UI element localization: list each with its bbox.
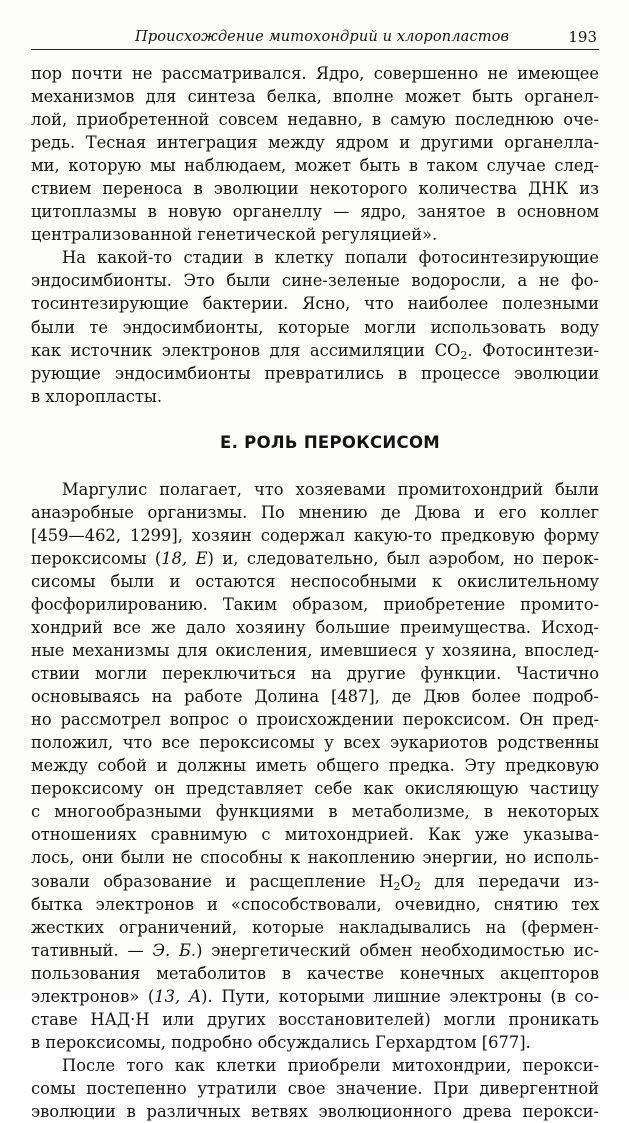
- text-line: [31, 870, 599, 893]
- text-segment: ) и, следовательно, был аэробом, но перок-: [207, 548, 599, 568]
- text-line: рующие эндосимбионты превратились в процессе эволюции: [31, 363, 599, 383]
- text-line: бытка электронов и «способствовали, очевидно, снятию тех: [31, 894, 599, 914]
- text-line: анаэробные организмы. По мнению де Дюва и его коллег: [31, 502, 599, 522]
- text-line: положил, что все пероксисомы у всех эукариотов родственны: [31, 733, 599, 753]
- text-segment: тативный. —: [31, 940, 153, 960]
- text-line: [31, 547, 599, 570]
- page-number: 193: [568, 28, 597, 46]
- subscript: 2: [393, 879, 401, 893]
- text-line: но рассмотрел вопрос о происхождении пероксисом. Он пред-: [31, 710, 599, 730]
- text-line: основываясь на работе Долина [487], де Дюв более подроб-: [31, 687, 599, 707]
- text-segment: пероксисомы (: [31, 548, 162, 568]
- text-line: лой, приобретенной совсем недавно, в самую последнюю оче-: [31, 110, 599, 130]
- text-line: фосфорилированию. Таким образом, приобретение промито-: [31, 594, 599, 614]
- running-header: [31, 27, 599, 50]
- text-line: между собой и должны иметь общего предка. Эту предковую: [31, 756, 599, 776]
- text-line: централизованной генетической регуляцией».: [31, 225, 438, 245]
- text-line: эволюции в различных ветвях эволюционного древа перокси-: [31, 1101, 599, 1121]
- text-line: [31, 939, 599, 962]
- text-line: пероксисому он представляет себе как окисляющую частицу: [31, 779, 599, 799]
- text-segment: ). Пути, которыми лишние электроны (в со-: [201, 986, 599, 1006]
- text-line: в хлоропласты.: [31, 386, 163, 406]
- editor-initials: Э. Б.: [152, 940, 197, 960]
- text-line: ствии могли переключиться на другие функции. Частично: [31, 664, 599, 684]
- text-line: механизмов для синтеза белка, вполне может быть органел-: [31, 87, 599, 107]
- text-line: были те эндосимбионты, которые могли использовать воду: [31, 317, 599, 337]
- paragraph-after-mitochondria: [31, 1054, 599, 1123]
- text-line: Маргулис полагает, что хозяевами промитохондрий были: [62, 479, 599, 499]
- text-line: После того как клетки приобрели митохондрии, перокси-: [62, 1055, 599, 1075]
- text-segment: как источник электронов для ассимиляции CO: [31, 340, 461, 360]
- text-line: хондрий все же дало хозяину большие преимущества. Исход-: [31, 617, 599, 637]
- text-line: цитоплазмы в новую органеллу — ядро, занятое в основном: [31, 202, 599, 222]
- text-line: ми, которую мы наблюдаем, может быть в таком случае след-: [31, 156, 599, 176]
- text-line: ствием переноса в эволюции некоторого количества ДНК из: [31, 179, 599, 199]
- text-segment: электронов» (: [31, 986, 155, 1006]
- section-heading: Е. РОЛЬ ПЕРОКСИСОМ: [220, 433, 440, 453]
- text-segment: . Фотосинтези-: [467, 340, 599, 360]
- text-segment: O: [400, 871, 414, 891]
- text-line: эндосимбионты. Это были сине-зеленые водоросли, а не фо-: [31, 271, 599, 291]
- text-line: лось, они были не способны к накоплению энергии, но исполь-: [31, 848, 599, 868]
- text-line: тосинтезирующие бактерии. Ясно, что наиболее полезными: [31, 294, 599, 314]
- text-segment: зовали образование и расщепление H: [31, 871, 394, 891]
- text-line: пользования метаболитов в качестве конечных акцепторов: [31, 963, 599, 983]
- figure-reference: 18, Е: [161, 548, 208, 568]
- text-line: пор почти не рассматривался. Ядро, совершенно не имеющее: [31, 64, 599, 83]
- running-title: Происхождение митохондрий и хлоропластов: [135, 28, 510, 45]
- text-line: сисомы были и остаются неспособными к окислительному: [31, 571, 599, 591]
- figure-reference: 13, А: [154, 986, 202, 1006]
- subscript: 2: [460, 348, 468, 362]
- text-line: ные механизмы для окисления, имевшиеся у хозяина, впослед-: [31, 641, 599, 661]
- text-line: [459—462, 1299], хозяин содержал какую-то предковую форму: [31, 525, 599, 545]
- text-line: сомы постепенно утратили свое значение. При дивергентной: [31, 1078, 599, 1098]
- text-segment: ) энергетический обмен необходимостью ис-: [196, 940, 599, 960]
- paragraph-continuation: [31, 62, 599, 246]
- text-line: с многообразными функциями в метаболизме, в некоторых: [31, 802, 599, 822]
- text-line: [31, 339, 599, 362]
- text-line: редь. Тесная интеграция между ядром и другими органелла-: [31, 133, 599, 153]
- text-line: жестких ограничений, которые накладывались на (фермен-: [31, 917, 599, 937]
- paragraph-margulis: [31, 478, 599, 1054]
- text-line: в пероксисомы, подробно обсуждались Герхардтом [677].: [31, 1032, 531, 1052]
- text-segment: для передачи из-: [420, 871, 599, 891]
- text-line: ставе НАД·Н или других восстановителей) могли проникать: [31, 1009, 599, 1029]
- text-line: На какой-то стадии в клетку попали фотосинтезирующие: [62, 248, 599, 268]
- body-text: [31, 62, 599, 1123]
- paragraph-photosynthetic: [31, 246, 599, 407]
- text-line: отношениях сравнимую с митохондрией. Как уже указыва-: [31, 825, 599, 845]
- subscript: 2: [413, 879, 421, 893]
- text-line: [31, 985, 599, 1008]
